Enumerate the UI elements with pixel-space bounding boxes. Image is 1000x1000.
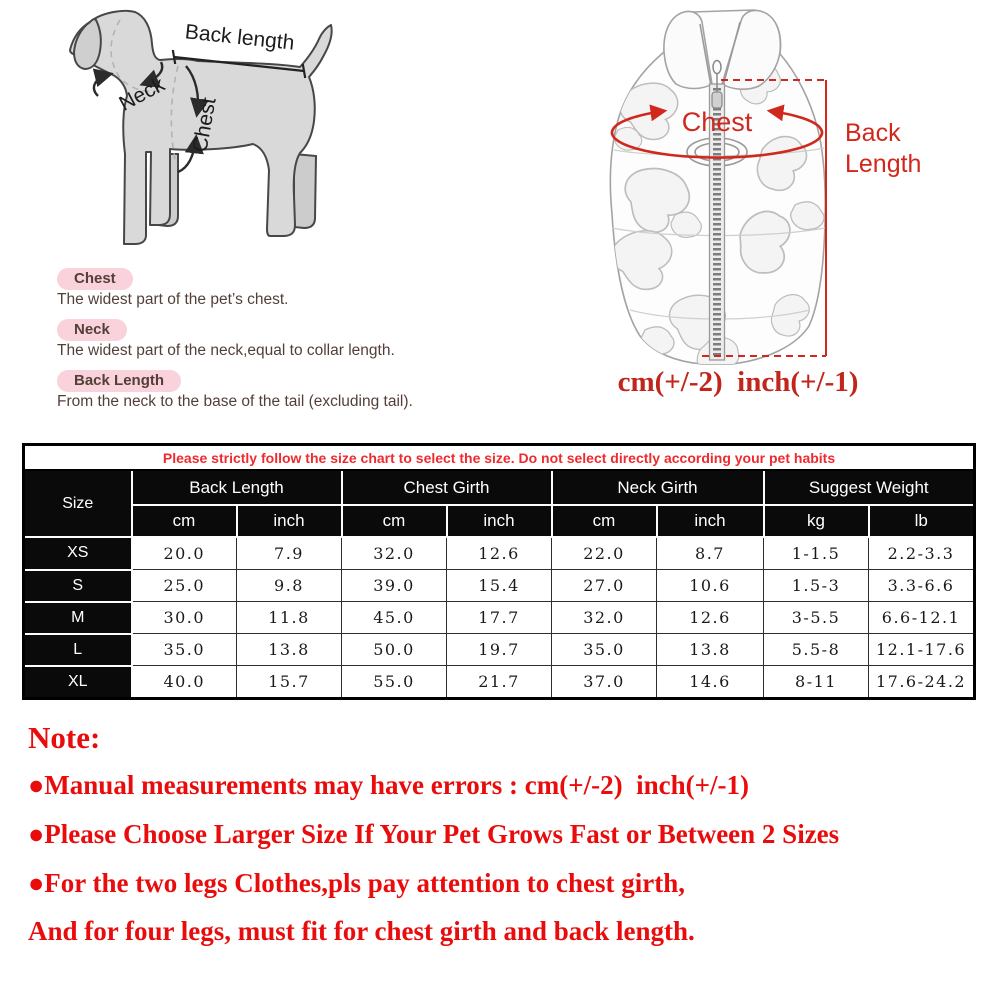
table-row <box>24 570 975 602</box>
size-label: XS <box>24 537 132 570</box>
vest-chest-label: Chest <box>681 107 753 137</box>
table-cell: 1.5-3 <box>764 570 869 602</box>
table-group-header-row <box>24 470 975 505</box>
table-cell: 3-5.5 <box>764 602 869 634</box>
note-line: ●For the two legs Clothes,pls pay attention to chest girth, <box>28 868 686 898</box>
size-label: M <box>24 602 132 634</box>
neck-term-badge: Neck <box>57 319 127 341</box>
unit-header: inch <box>657 505 764 537</box>
size-table <box>22 443 976 700</box>
unit-header: lb <box>869 505 975 537</box>
back-length-definition: From the neck to the base of the tail (excluding tail). <box>57 393 413 410</box>
table-cell: 27.0 <box>552 570 657 602</box>
table-cell: 25.0 <box>132 570 237 602</box>
table-cell: 5.5-8 <box>764 634 869 666</box>
table-cell: 1-1.5 <box>764 537 869 570</box>
neck-arrow-left <box>94 74 110 96</box>
note-line: And for four legs, must fit for chest girth and back length. <box>28 916 695 946</box>
table-cell: 10.6 <box>657 570 764 602</box>
table-cell: 19.7 <box>447 634 552 666</box>
table-unit-row <box>24 505 975 537</box>
table-cell: 14.6 <box>657 666 764 699</box>
vest-measurement-diagram <box>590 0 930 400</box>
note-line: ●Manual measurements may have errors : cm(+/-2) inch(+/-1) <box>28 770 749 800</box>
table-cell: 22.0 <box>552 537 657 570</box>
table-row <box>24 634 975 666</box>
chest-term-badge: Chest <box>57 268 133 290</box>
table-cell: 50.0 <box>342 634 447 666</box>
table-cell: 9.8 <box>237 570 342 602</box>
table-cell: 17.6-24.2 <box>869 666 975 699</box>
table-row <box>24 537 975 570</box>
table-cell: 11.8 <box>237 602 342 634</box>
table-cell: 12.6 <box>447 537 552 570</box>
table-notice: Please strictly follow the size chart to select the size. Do not select directly according your pet habits <box>24 445 975 471</box>
table-cell: 15.7 <box>237 666 342 699</box>
table-cell: 6.6-12.1 <box>869 602 975 634</box>
group-header-suggest-weight: Suggest Weight <box>764 470 975 505</box>
group-header-back-length: Back Length <box>132 470 342 505</box>
table-row <box>24 666 975 699</box>
dog-measurement-diagram <box>28 4 364 260</box>
group-header-chest-girth: Chest Girth <box>342 470 552 505</box>
table-cell: 39.0 <box>342 570 447 602</box>
size-label: XL <box>24 666 132 699</box>
unit-header: inch <box>237 505 342 537</box>
notes-title: Note: <box>28 720 101 755</box>
size-label: L <box>24 634 132 666</box>
unit-header: kg <box>764 505 869 537</box>
unit-header: cm <box>552 505 657 537</box>
vest-length-label: Length <box>845 150 922 178</box>
vest-back-label: Back <box>845 119 901 147</box>
table-cell: 21.7 <box>447 666 552 699</box>
unit-header: cm <box>132 505 237 537</box>
table-cell: 12.1-17.6 <box>869 634 975 666</box>
table-cell: 15.4 <box>447 570 552 602</box>
table-cell: 32.0 <box>342 537 447 570</box>
table-cell: 55.0 <box>342 666 447 699</box>
table-cell: 32.0 <box>552 602 657 634</box>
table-cell: 13.8 <box>657 634 764 666</box>
table-cell: 37.0 <box>552 666 657 699</box>
table-cell: 30.0 <box>132 602 237 634</box>
dog-chest-label: Chest <box>188 95 221 154</box>
table-cell: 45.0 <box>342 602 447 634</box>
table-row <box>24 602 975 634</box>
table-cell: 40.0 <box>132 666 237 699</box>
table-cell: 12.6 <box>657 602 764 634</box>
table-cell: 35.0 <box>132 634 237 666</box>
table-cell: 17.7 <box>447 602 552 634</box>
chest-definition: The widest part of the pet’s chest. <box>57 291 289 308</box>
dog-back-length-label: Back length <box>183 20 296 55</box>
dog-ear <box>74 19 101 69</box>
unit-header: inch <box>447 505 552 537</box>
table-cell: 13.8 <box>237 634 342 666</box>
unit-header: cm <box>342 505 447 537</box>
note-line: ●Please Choose Larger Size If Your Pet Grows Fast or Between 2 Sizes <box>28 819 840 849</box>
table-cell: 2.2-3.3 <box>869 537 975 570</box>
size-column-header: Size <box>24 470 132 537</box>
table-cell: 20.0 <box>132 537 237 570</box>
group-header-neck-girth: Neck Girth <box>552 470 764 505</box>
table-cell: 8-11 <box>764 666 869 699</box>
table-cell: 3.3-6.6 <box>869 570 975 602</box>
tolerance-label: cm(+/-2) inch(+/-1) <box>617 366 859 398</box>
table-cell: 35.0 <box>552 634 657 666</box>
table-notice-row <box>24 445 975 471</box>
table-cell: 8.7 <box>657 537 764 570</box>
back-length-term-badge: Back Length <box>57 370 181 392</box>
size-label: S <box>24 570 132 602</box>
table-cell: 7.9 <box>237 537 342 570</box>
dog-neck-label: Neck <box>115 72 169 116</box>
neck-definition: The widest part of the neck,equal to collar length. <box>57 342 395 359</box>
